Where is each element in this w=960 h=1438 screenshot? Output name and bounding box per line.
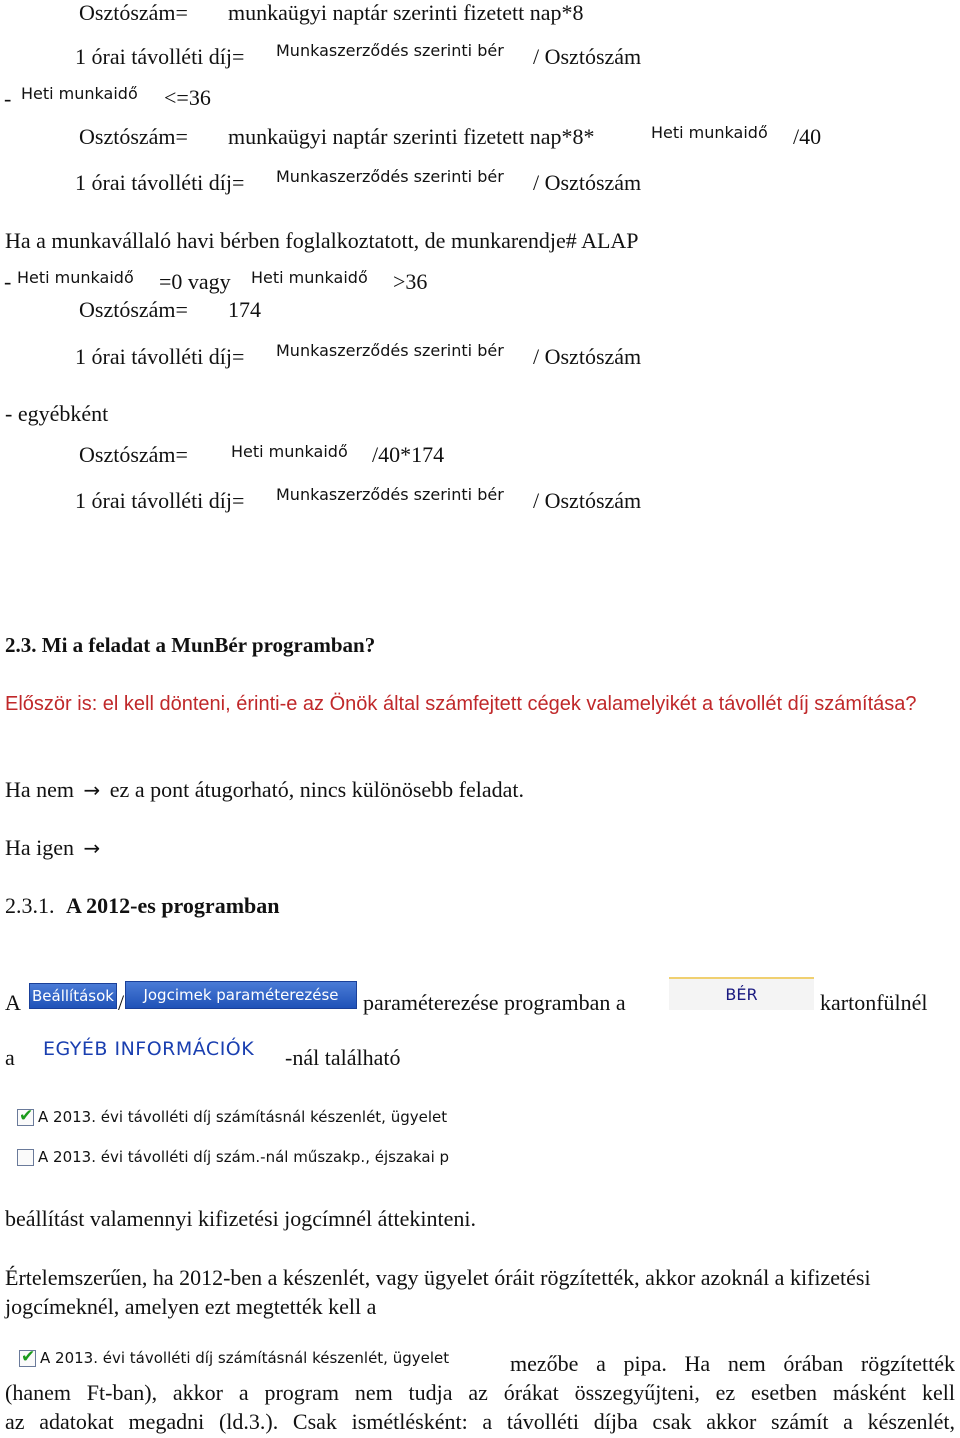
ha-nem-prefix: Ha nem (5, 777, 75, 802)
checkbox-row-keszenlet[interactable] (17, 1105, 448, 1126)
inline-checkbox-label: A 2013. évi távolléti díj számításnál készenlét, ügyelet (40, 1349, 450, 1367)
per-osztoszam-4: / Osztószám (533, 488, 642, 513)
beallitasok-button[interactable]: Beállítások (29, 983, 117, 1009)
egyebkent: - egyébként (5, 401, 109, 426)
inline-checkbox-keszenlet[interactable] (19, 1346, 36, 1367)
ha-nem-line (5, 779, 524, 801)
ber-tab[interactable]: BÉR (669, 977, 814, 1010)
mezobe-line-1: mezőbe a pipa. Ha nem órában rögzítették (510, 1351, 955, 1376)
ha-igen-label: Ha igen (5, 835, 75, 860)
naptar-formula-1: munkaügyi naptár szerinti fizetett nap*8 (228, 0, 584, 25)
per-osztoszam-2: / Osztószám (533, 170, 642, 195)
jogcimek-button[interactable]: Jogcimek paraméterezése (125, 981, 357, 1009)
check-icon: ✔ (19, 1105, 34, 1126)
kartonfulnel: kartonfülnél (820, 990, 928, 1015)
heti-field-5: Heti munkaidő (231, 442, 348, 461)
heti-field-1: Heti munkaidő (21, 84, 138, 103)
ha-havi-line: Ha a munkavállaló havi bérben foglalkoztatott, de munkarendje# ALAP (5, 228, 639, 253)
beallitast-paragraph: beállítást valamennyi kifizetési jogcímnél áttekinteni. (5, 1206, 477, 1231)
subsection-heading (5, 895, 280, 917)
checkbox-row-muszakp[interactable] (17, 1148, 449, 1166)
heti-field-4: Heti munkaidő (251, 268, 368, 287)
ha-igen-line (5, 837, 100, 859)
osztoszam-label-2: Osztószám= (79, 124, 188, 149)
dash-2: - (4, 269, 12, 294)
subsection-title: A 2012-es programban (66, 893, 280, 918)
inline-checkbox-row[interactable] (19, 1346, 450, 1367)
per40-1: /40 (793, 124, 822, 149)
zero-vagy: =0 vagy (159, 269, 231, 294)
a-letter: A (5, 990, 21, 1015)
orai-dij-label-3: 1 órai távolléti díj= (75, 344, 245, 369)
heti-field-3: Heti munkaidő (17, 268, 134, 287)
egyeb-informaciok-label[interactable]: EGYÉB INFORMÁCIÓK (43, 1038, 255, 1060)
heti-field-2: Heti munkaidő (651, 123, 768, 142)
checkbox-label-muszakp: A 2013. évi távolléti díj szám.-nál műszakp., éjszakai p (38, 1148, 450, 1166)
munkaszerzodes-field-3: Munkaszerződés szerinti bér (276, 341, 504, 360)
arrow-right-icon: → (83, 836, 101, 860)
checkbox-muszakp[interactable] (17, 1149, 34, 1166)
subsection-number: 2.3.1. (5, 893, 55, 918)
nal-talalhato: -nál található (285, 1045, 401, 1070)
red-question: Először is: el kell dönteni, érinti-e az Önök által számfejtett cégek valamelyikét a távollét díj számítása? (5, 693, 917, 715)
a-small: a (5, 1045, 15, 1070)
param-text: paraméterezése programban a (363, 990, 626, 1015)
check-icon: ✔ (21, 1346, 36, 1367)
gt36: >36 (393, 269, 428, 294)
munkaszerzodes-field-4: Munkaszerződés szerinti bér (276, 485, 504, 504)
per-osztoszam-3: / Osztószám (533, 344, 642, 369)
munkaszerzodes-field-2: Munkaszerződés szerinti bér (276, 167, 504, 186)
naptar-formula-2: munkaügyi naptár szerinti fizetett nap*8* (228, 124, 595, 149)
osztoszam-label-3: Osztószám= (79, 297, 188, 322)
osztoszam-label-1: Osztószám= (79, 0, 188, 25)
menu-slash: / (118, 990, 125, 1015)
mezobe-line-3: az adatokat megadni (ld.3.). Csak ismétlésként: a távolléti díjba csak akkor számít a készenlét, (5, 1409, 955, 1434)
dash-1: - (4, 86, 12, 111)
value-174: 174 (228, 297, 261, 322)
munkaszerzodes-field-1: Munkaszerződés szerinti bér (276, 41, 504, 60)
arrow-right-icon: → (83, 778, 101, 802)
checkbox-label-keszenlet: A 2013. évi távolléti díj számításnál készenlét, ügyelet (38, 1108, 448, 1126)
orai-dij-label-1: 1 órai távolléti díj= (75, 44, 245, 69)
le36: <=36 (164, 85, 211, 110)
section-heading: 2.3. Mi a feladat a MunBér programban? (5, 633, 376, 657)
orai-dij-label-4: 1 órai távolléti díj= (75, 488, 245, 513)
per-osztoszam-1: / Osztószám (533, 44, 642, 69)
checkbox-keszenlet[interactable] (17, 1105, 34, 1126)
orai-dij-label-2: 1 órai távolléti díj= (75, 170, 245, 195)
mezobe-line-2: (hanem Ft-ban), akkor a program nem tudja az órákat összegyűjteni, ez esetben másként kell (5, 1380, 955, 1405)
ha-nem-rest: ez a pont átugorható, nincs különösebb feladat. (109, 777, 525, 802)
per40-174: /40*174 (372, 442, 445, 467)
osztoszam-label-4: Osztószám= (79, 442, 188, 467)
ertelemszeruen-paragraph: Értelemszerűen, ha 2012-ben a készenlét, vagy ügyelet óráit rögzítették, akkor azoknál a kifizetési jogcímeknél, amelyen ezt megtették kell a (5, 1265, 871, 1319)
